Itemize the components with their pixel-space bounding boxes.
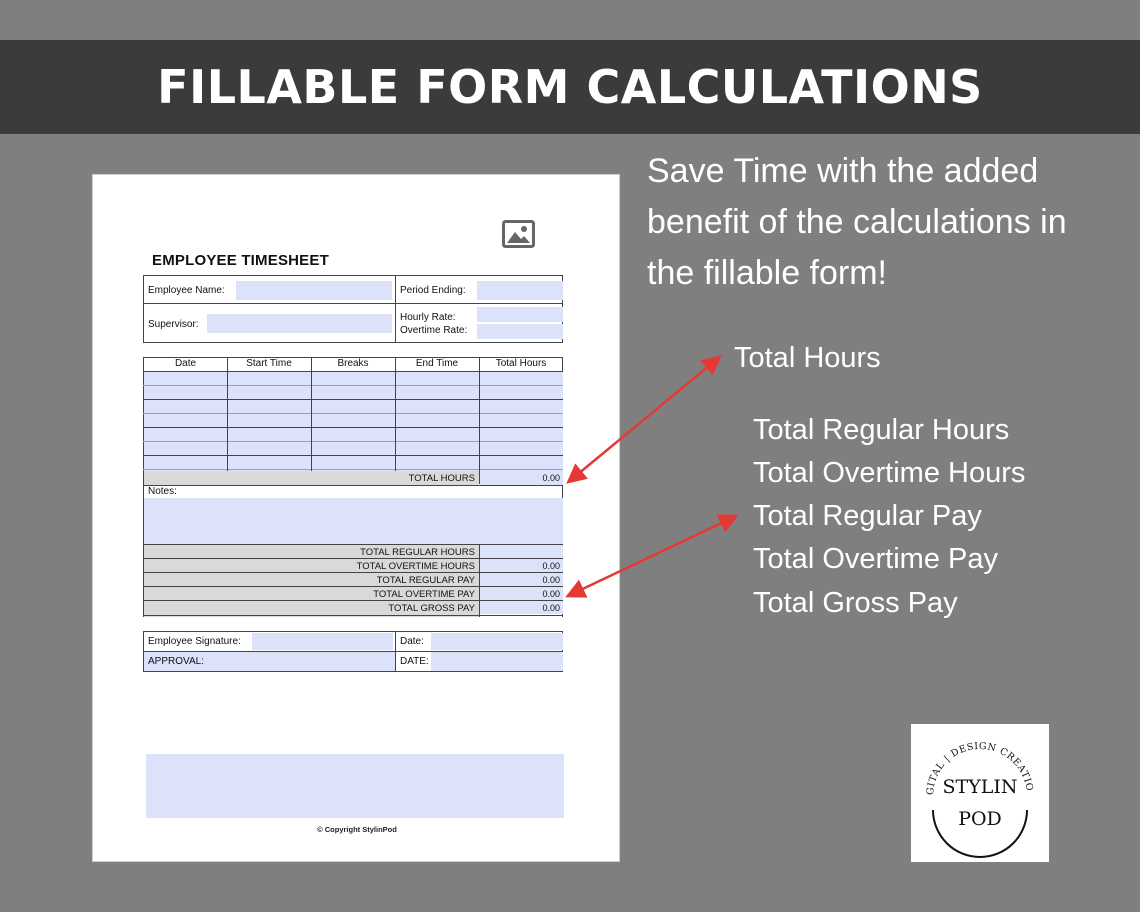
callout-item: Total Regular Pay (753, 500, 982, 532)
banner-title: FILLABLE FORM CALCULATIONS (157, 60, 983, 114)
period-ending-label: Period Ending: (400, 285, 466, 296)
notes-field[interactable] (144, 498, 563, 544)
summary-block (143, 545, 563, 617)
summary-field (480, 545, 563, 558)
hourly-rate-label: Hourly Rate: (400, 312, 456, 323)
table-row[interactable] (144, 428, 563, 441)
column-header-breaks: Breaks (337, 358, 369, 369)
signature-block (143, 631, 563, 672)
callout-total-hours: Total Hours (734, 342, 881, 374)
summary-label: TOTAL OVERTIME PAY (373, 589, 475, 600)
column-header-start-time: Start Time (246, 358, 292, 369)
notes-section (143, 486, 563, 545)
employee-name-label: Employee Name: (148, 285, 225, 296)
table-row[interactable] (144, 372, 563, 385)
date-field[interactable] (431, 633, 563, 650)
logo-line-1: STYLIN (942, 776, 1018, 798)
employee-name-field[interactable] (236, 281, 392, 300)
hourly-rate-field[interactable] (477, 307, 563, 322)
column-header-date: Date (174, 358, 197, 369)
logo-mark (911, 724, 1049, 862)
overtime-rate-field[interactable] (477, 324, 563, 339)
header-block (143, 275, 563, 343)
stylinpod-logo (911, 724, 1049, 862)
approval-field[interactable] (214, 652, 395, 671)
footer-fill-box (146, 754, 564, 818)
total-hours-label: TOTAL HOURS (408, 473, 475, 484)
total-hours-row (143, 471, 563, 485)
date-label: Date: (400, 636, 424, 647)
intro-text: Save Time with the added benefit of the calculations in the fillable form! (647, 152, 1067, 292)
summary-label: TOTAL REGULAR PAY (376, 575, 475, 586)
period-ending-field[interactable] (477, 281, 563, 300)
logo-arc-text: GITAL | DESIGN CREATIO (924, 740, 1035, 796)
summary-value: 0.00 (542, 603, 560, 613)
summary-label: TOTAL REGULAR HOURS (360, 547, 475, 558)
image-placeholder-icon (502, 220, 535, 248)
callout-item: Total Overtime Pay (753, 543, 998, 575)
notes-label: Notes: (148, 486, 177, 497)
timesheet-document (92, 174, 620, 862)
timesheet-title: EMPLOYEE TIMESHEET (152, 252, 329, 269)
approval-label: APPROVAL: (148, 656, 204, 667)
employee-signature-label: Employee Signature: (148, 636, 241, 647)
logo-line-2: POD (958, 808, 1002, 830)
table-row[interactable] (144, 414, 563, 427)
summary-value: 0.00 (542, 575, 560, 585)
table-row[interactable] (144, 442, 563, 455)
table-row[interactable] (144, 400, 563, 413)
employee-signature-field[interactable] (252, 633, 393, 650)
approval-date-field[interactable] (431, 652, 563, 671)
callout-item: Total Gross Pay (753, 587, 958, 619)
overtime-rate-label: Overtime Rate: (400, 325, 468, 336)
supervisor-field[interactable] (207, 314, 392, 333)
column-header-end-time: End Time (415, 358, 459, 369)
summary-value: 0.00 (542, 561, 560, 571)
title-banner (0, 40, 1140, 134)
summary-value: 0.00 (542, 589, 560, 599)
callout-item: Total Overtime Hours (753, 457, 1026, 489)
table-row[interactable] (144, 386, 563, 399)
table-row[interactable] (144, 456, 563, 469)
supervisor-label: Supervisor: (148, 319, 199, 330)
time-table (143, 357, 563, 485)
summary-label: TOTAL OVERTIME HOURS (356, 561, 475, 572)
column-header-total-hours: Total Hours (495, 358, 547, 369)
callout-item: Total Regular Hours (753, 414, 1010, 446)
date-caps-label: DATE: (400, 656, 429, 667)
copyright-text: © Copyright StylinPod (317, 825, 397, 834)
total-hours-value: 0.00 (542, 473, 560, 483)
summary-label: TOTAL GROSS PAY (388, 603, 475, 614)
